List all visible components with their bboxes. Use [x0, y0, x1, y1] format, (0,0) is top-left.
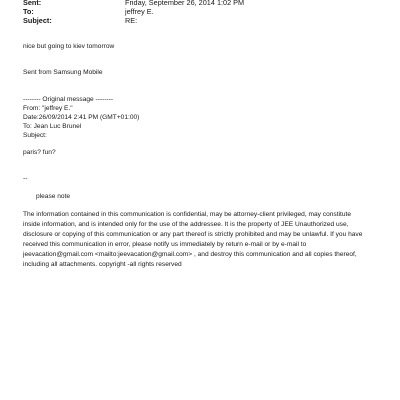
- header-subject-row: [23, 16, 137, 25]
- disclaimer-line: received this communication in error, please notify us immediately by return e-mail or by e-mail to: [23, 241, 307, 249]
- confidentiality-disclaimer: [23, 210, 379, 271]
- mobile-signature: Sent from Samsung Mobile: [23, 69, 103, 76]
- disclaimer-line: including all attachments. copyright -all rights reserved: [23, 261, 182, 269]
- original-date: Date:26/09/2014 2:41 PM (GMT+01:00): [23, 114, 140, 121]
- original-subject: Subject:: [23, 132, 47, 139]
- sent-label: Sent:: [23, 0, 42, 7]
- sent-value: Friday, September 26, 2014 1:02 PM: [125, 0, 245, 7]
- disclaimer-line: inside information, and is intended only for the use of the addressee. It is the property of JEE Unauthorized use,: [23, 221, 349, 229]
- subject-value: RE:: [125, 16, 138, 25]
- original-message-marker: -------- Original message --------: [23, 96, 114, 103]
- original-from: From: "jeffrey E.": [23, 105, 73, 112]
- disclaimer-line: jeevacation@gmail.com <mailto:jeevacation@gmail.com> , and destroy this communication and all copies thereof,: [23, 251, 357, 259]
- signature-separator: --: [23, 175, 28, 182]
- original-message-body: paris? fun?: [23, 149, 56, 156]
- please-note-text: please note: [36, 193, 71, 200]
- to-value: jeffrey E.: [125, 7, 154, 16]
- header-sent-row: [23, 0, 244, 7]
- original-to: To: Jean Luc Brunel: [23, 123, 82, 130]
- subject-label: Subject:: [23, 16, 52, 25]
- reply-text: nice but going to kiev tomorrow: [23, 43, 115, 50]
- disclaimer-line: The information contained in this communication is confidential, may be attorney-client privileged, may constitute: [23, 211, 352, 218]
- to-label: To:: [23, 7, 34, 16]
- disclaimer-line: disclosure or copying of this communication or any part thereof is strictly prohibited and may be unlawful. If you have: [23, 231, 363, 239]
- header-to-row: [23, 7, 154, 16]
